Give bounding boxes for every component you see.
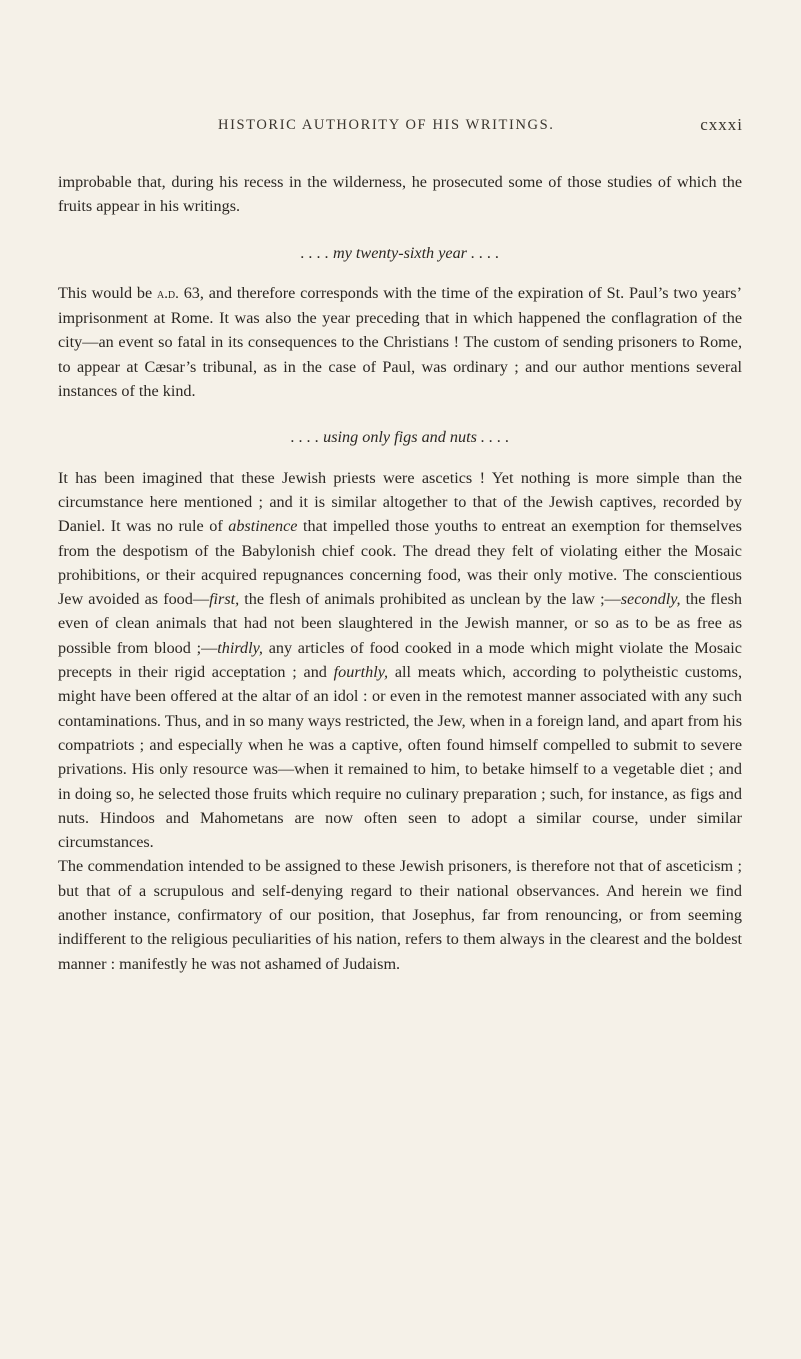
- paragraph-2-text-b: 63, and therefore corresponds with the time of the expiration of St. Paul’s two years’ imprisonment at Rome. It was also the year preceding that in which happened the conflagration of the city—an event so fatal in its consequences to the Christians ! The custom of sending prisoners to Rome, to appear at Cæsar’s tribunal, as in the case of Paul, was ordinary ; and our author mentions several instances of the kind.: [58, 283, 742, 401]
- paragraph-2-text-a: This would be: [58, 283, 157, 302]
- paragraph-2: [58, 281, 742, 403]
- emphasis-first: first,: [209, 590, 240, 609]
- paragraph-3-text-c: the flesh of animals prohibited as unclean by the law ;—: [239, 590, 621, 609]
- quote-2: . . . . using only figs and nuts . . . .: [290, 428, 510, 447]
- emphasis-fourthly: fourthly,: [333, 663, 389, 682]
- page-number: cxxxi: [700, 115, 743, 134]
- quote-1: . . . . my twenty-sixth year . . . .: [300, 243, 500, 262]
- emphasis-abstinence: abstinence: [228, 517, 298, 536]
- paragraph-3: [58, 466, 742, 855]
- body-text: [58, 170, 742, 976]
- paragraph-1: improbable that, during his recess in the wilderness, he prosecuted some of those studies of which the fruits appear in his writings.: [58, 173, 742, 216]
- emphasis-thirdly: thirdly,: [217, 638, 263, 657]
- paragraph-4: The commendation intended to be assigned to these Jewish prisoners, is therefore not that of asceticism ; but that of a scrupulous and self-denying regard to their national observances. And herein we find another instance, confirmatory of our position, that Josephus, far from renouncing, or from seeming indifferent to the religious peculiarities of his nation, refers to them always in the clearest and the boldest manner : manifestly he was not ashamed of Judaism.: [58, 857, 742, 973]
- era-abbreviation: a.d.: [156, 285, 179, 302]
- running-head: [218, 117, 743, 141]
- paragraph-3-text-f: all meats which, according to polytheistic customs, might have been offered at the altar of an idol : or even in the remotest manner associated with any such contaminations. Thus, and in so many ways restricted, the Jew, when in a foreign land, and apart from his compatriots ; and especially when he was a captive, often found himself compelled to submit to severe privations. His only resource was—when it remained to him, to betake himself to a vegetable diet ; and in doing so, he selected those fruits which require no culinary preparation ; such, for instance, as figs and nuts. Hindoos and Mahometans are now often seen to adopt a similar course, under similar circumstances.: [58, 663, 742, 852]
- running-title: HISTORIC AUTHORITY OF HIS WRITINGS.: [218, 117, 555, 133]
- paragraph-3-text-a: It has been imagined that these Jewish priests were ascetics ! Yet nothing is more simple than the circumstance here mentioned ; and it is similar altogether to that of the Jewish captives, recorded by Daniel. It was no rule of: [58, 468, 742, 536]
- paragraph-3-text-d: the flesh even of clean animals that had not been slaughtered in the Jewish manner, or so as to be as free as possible from blood ;—: [58, 590, 742, 657]
- emphasis-secondly: secondly,: [620, 590, 681, 609]
- paragraph-3-text-e: any articles of food cooked in a mode which might violate the Mosaic precepts in their rigid acceptation ; and: [58, 638, 742, 682]
- paragraph-3-text-b: that impelled those youths to entreat an exemption for themselves from the despotism of the Babylonish chief cook. The dread they felt of violating either the Mosaic prohibitions, or their acquired repugnances concerning food, was their only motive. The conscientious Jew avoided as food—: [58, 517, 742, 609]
